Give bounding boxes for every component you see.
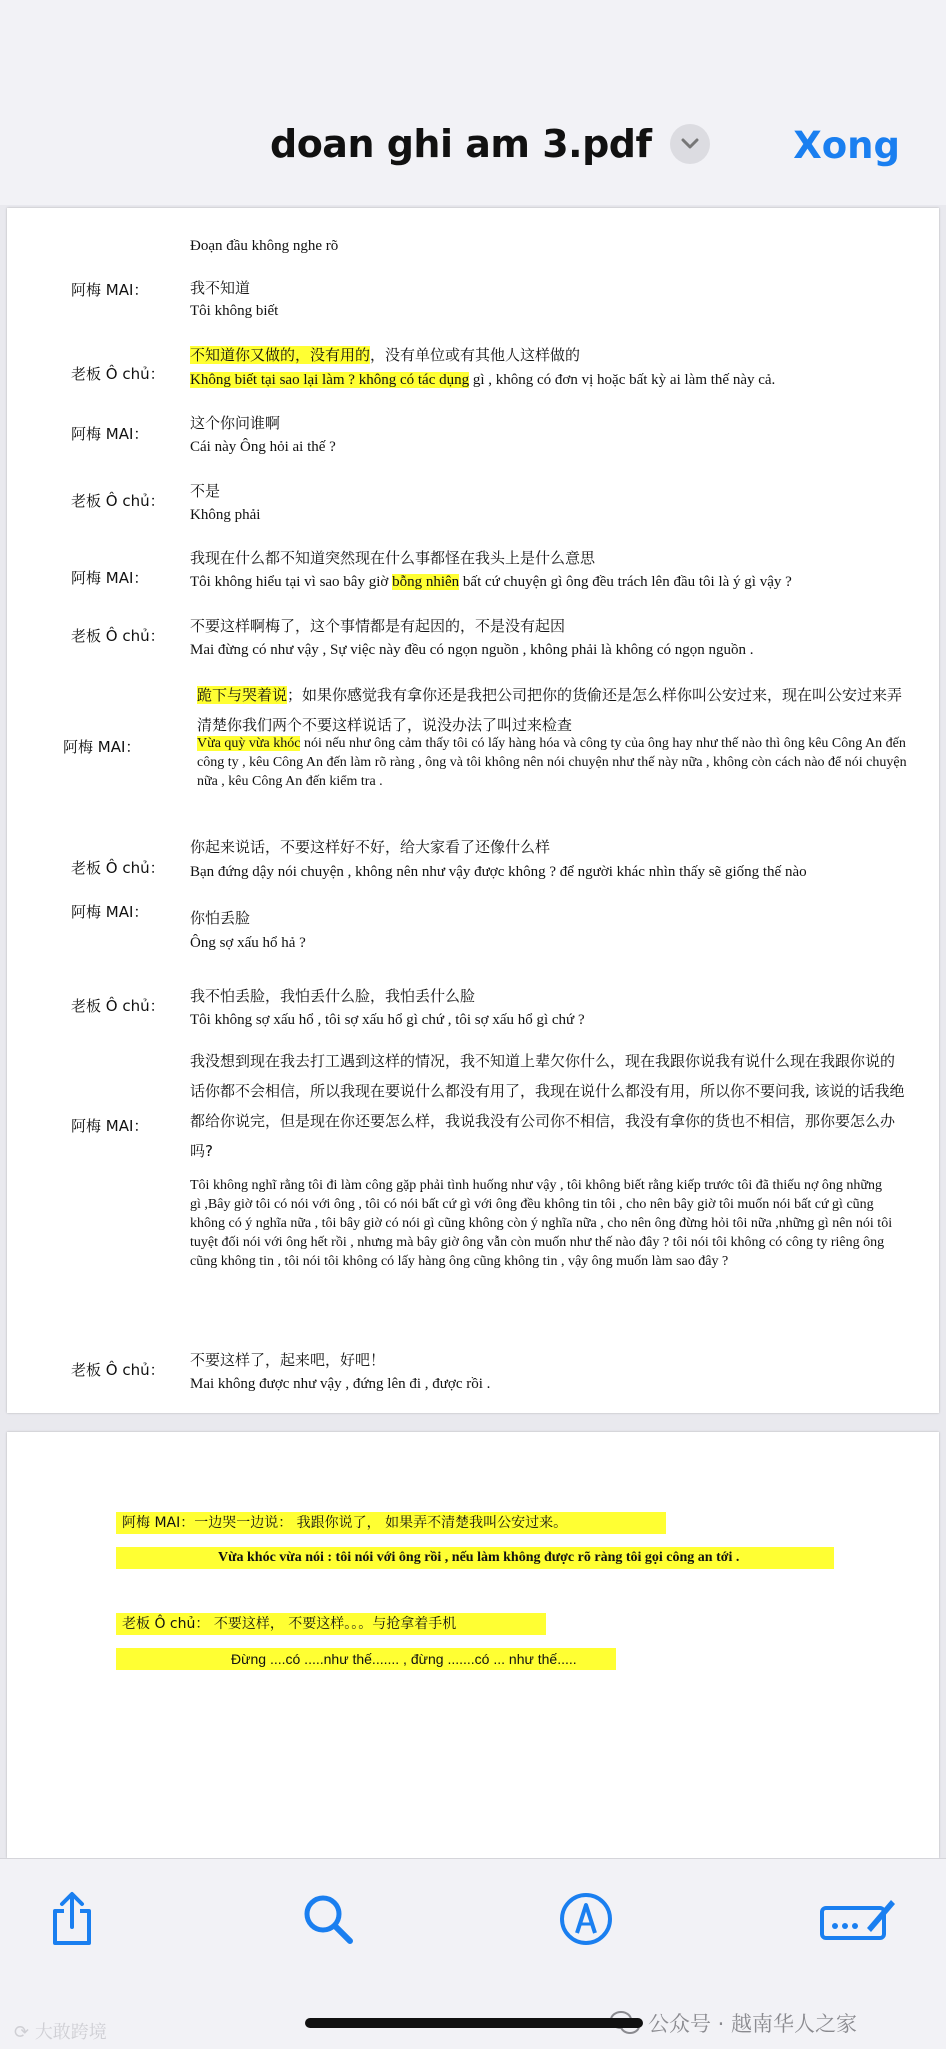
line-vi: Mai đừng có như vậy , Sự việc này đều có ngọn nguồn , không phải là không có ngọn nguồn . xyxy=(190,642,754,658)
speaker-label: 阿梅 MAI： xyxy=(71,1117,149,1135)
pdf-page-1 xyxy=(7,208,939,1413)
speaker-label: 老板 Ô chủ： xyxy=(71,365,165,383)
line-zh: 我不怕丢脸，我怕丢什么脸，我怕丢什么脸 xyxy=(190,987,476,1005)
highlight-line: Đừng ....có .....như thế....... , đừng .......có ... như thế..... xyxy=(116,1648,616,1670)
highlight: Vừa quỳ vừa khóc xyxy=(197,736,301,751)
highlight-line: 老板 Ô chủ： 不要这样， 不要这样。。。与抢拿着手机 xyxy=(116,1613,546,1635)
speaker-label: 老板 Ô chủ： xyxy=(71,1361,165,1379)
title-menu-button[interactable] xyxy=(670,124,710,164)
line-zh: 不要这样啊梅了，这个事情都是有起因的，不是没有起因 xyxy=(190,617,566,635)
paragraph-vi: Tôi không nghĩ rằng tôi đi làm công gặp phải tình huống như vậy , tôi không biết rằng kiếp trước tôi đã thiếu nợ ông những gì ,Bây giờ tôi có nói với ông , tôi có nói bất cứ gì với ông đều không tin tôi , cho nên bây giờ tôi muốn nói bất cứ gì cũng không có ý nghĩa nữa , tôi bây giờ có nói gì cũng không còn ý nghĩa nữa , cho nên ông đừng hỏi tôi nữa ,những gì nên nói tôi tuyệt đối nói với ông hết rồi , nhưng mà bây giờ ông vẫn còn muốn như thế nào đây ? tôi nói tôi không có công ty riêng ông cũng không tin , tôi nói tôi không có lấy hàng ông cũng không tin , vậy ông muốn làm sao đây ? xyxy=(190,1178,893,1269)
line-vi: Tôi không sợ xấu hổ , tôi sợ xấu hổ gì chứ , tôi sợ xấu hổ gì chứ ? xyxy=(190,1012,585,1028)
speaker-label: 阿梅 MAI： xyxy=(71,569,149,587)
nav-header xyxy=(0,0,946,205)
share-button[interactable] xyxy=(42,1889,102,1949)
markup-button[interactable] xyxy=(556,1889,616,1949)
line-zh: 不要这样了，起来吧，好吧！ xyxy=(190,1351,386,1369)
speaker-label: 老板 Ô chủ： xyxy=(71,492,165,510)
pdf-page-2 xyxy=(7,1432,939,1858)
title-area[interactable] xyxy=(270,122,710,166)
line-zh: 你怕丢脸 xyxy=(190,909,251,927)
share-icon xyxy=(47,1891,97,1947)
paragraph-zh: 我没想到现在我去打工遇到这样的情况，我不知道上辈欠你什么，现在我跟你说我有说什么现在我跟你说的话你都不会相信，所以我现在要说什么都没有用了，我现在说什么都没有用，所以你不要问我, 该说的话我绝都给你说完，但是现在你还要怎么样，我说我没有公司你不相信，我没有拿你的货也不相信，那你要怎么办吗? xyxy=(190,1052,905,1160)
paragraph-vi: Vừa quỳ vừa khóc nói nếu như ông cảm thấy tôi có lấy hàng hóa và công ty của ông hay như thế nào thì ông kêu Công An đến công ty , kêu Công An đến làm rõ ràng , ông và tôi không nên nói chuyện như thế này nữa , không còn cách nào để nói chuyện nữa , kêu Công An đến kiểm tra . xyxy=(197,736,907,789)
speaker-label: 阿梅 MAI： xyxy=(71,903,149,921)
line-vi: Cái này Ông hỏi ai thế ? xyxy=(190,439,336,455)
speaker-label: 阿梅 MAI： xyxy=(71,425,149,443)
form-fill-button[interactable] xyxy=(818,1889,898,1949)
search-icon xyxy=(301,1892,355,1946)
form-fill-icon xyxy=(819,1894,897,1944)
highlight: Không biết tại sao lại làm ? không có tác dụng xyxy=(190,372,470,388)
line-vi: Tôi không biết xyxy=(190,303,279,319)
line-vi: Không biết tại sao lại làm ? không có tác dụng gì , không có đơn vị hoặc bất kỳ ai làm thế này cả. xyxy=(190,372,776,388)
highlight: bỗng nhiên xyxy=(392,574,460,590)
intro-note: Đoạn đầu không nghe rõ xyxy=(190,238,339,254)
speaker-label: 阿梅 MAI： xyxy=(71,281,149,299)
line-vi: Ông sợ xấu hổ hả ? xyxy=(190,935,306,951)
watermark-right: 公众号 · 越南华人之家 xyxy=(610,2008,857,2038)
line-vi: Tôi không hiểu tại vì sao bây giờ bỗng nhiên bất cứ chuyện gì ông đều trách lên đầu tôi là ý gì vậy ? xyxy=(190,574,792,590)
home-indicator[interactable] xyxy=(305,2018,643,2028)
markup-icon xyxy=(558,1891,614,1947)
line-zh: 不是 xyxy=(190,482,221,500)
highlight: 不知道你又做的，没有用的 xyxy=(190,346,371,364)
line-zh: 你起来说话，不要这样好不好，给大家看了还像什么样 xyxy=(190,838,551,856)
document-title[interactable]: doan ghi am 3.pdf xyxy=(270,122,652,166)
highlight-line: 阿梅 MAI：一边哭一边说： 我跟你说了， 如果弄不清楚我叫公安过来。 xyxy=(116,1512,666,1534)
highlight: 跪下与哭着说 xyxy=(197,686,288,704)
highlight-line: Vừa khóc vừa nói : tôi nói với ông rồi , nếu làm không được rõ ràng tôi gọi công an tới . xyxy=(116,1547,834,1569)
speaker-label: 老板 Ô chủ： xyxy=(71,627,165,645)
speaker-label: 老板 Ô chủ： xyxy=(71,997,165,1015)
line-vi: Bạn đứng dậy nói chuyện , không nên như vậy được không ? để người khác nhìn thấy sẽ giống thế nào xyxy=(190,864,807,880)
line-zh: 我现在什么都不知道突然现在什么事都怪在我头上是什么意思 xyxy=(190,549,596,567)
speaker-label: 老板 Ô chủ： xyxy=(71,859,165,877)
line-vi: Mai không được như vậy , đứng lên đi , được rồi . xyxy=(190,1376,491,1392)
line-zh: 我不知道 xyxy=(190,279,251,297)
line-zh: 这个你问谁啊 xyxy=(190,414,281,432)
speaker-label: 阿梅 MAI： xyxy=(63,738,141,756)
chevron-down-icon xyxy=(681,138,699,150)
line-zh: 不知道你又做的，没有用的，没有单位或有其他人这样做的 xyxy=(190,346,581,364)
done-button[interactable]: Xong xyxy=(793,124,900,167)
line-vi: Không phải xyxy=(190,507,261,523)
search-button[interactable] xyxy=(298,1889,358,1949)
paragraph-zh: 跪下与哭着说；如果你感觉我有拿你还是我把公司把你的货偷还是怎么样你叫公安过来，现在叫公安过来弄清楚你我们两个不要这样说话了，说没办法了叫过来检查 xyxy=(197,686,903,734)
watermark-left: ⟳ 大敢跨境 xyxy=(14,2022,107,2043)
